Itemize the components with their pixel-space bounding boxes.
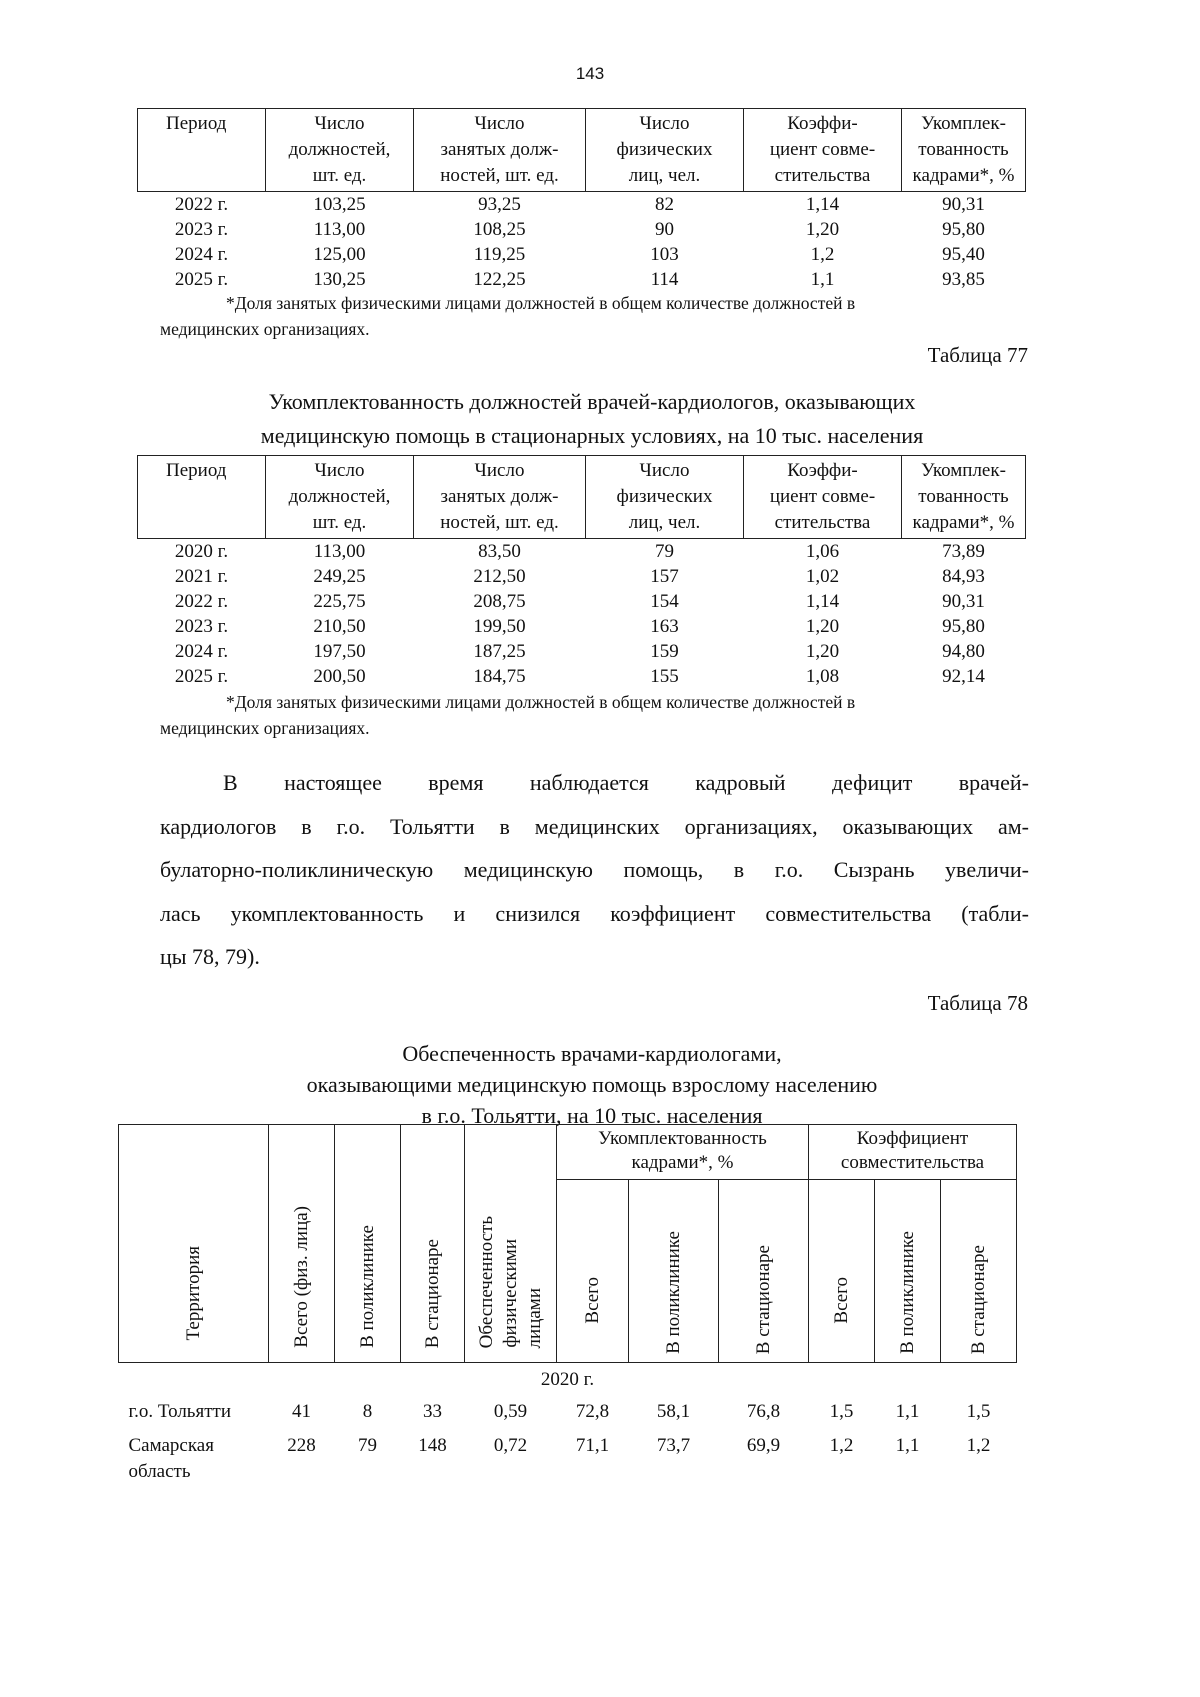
- table-cell: 200,50: [313, 666, 366, 687]
- table-cell: 73,89: [942, 541, 985, 562]
- table-cell: 93,25: [478, 194, 521, 215]
- table-cell: 2025 г.: [174, 269, 229, 290]
- table-cell: 228: [287, 1435, 316, 1456]
- header-total-physicians: Всего (физ. лица): [269, 1125, 335, 1363]
- table-cell: 82: [655, 194, 674, 215]
- table-header-cell: Коэффи- циент совме- стительства: [744, 456, 902, 539]
- year-label: 2020 г.: [540, 1369, 595, 1390]
- table-cell: 41: [292, 1401, 311, 1422]
- table-row: [119, 1393, 1017, 1425]
- footnote-line: *Доля занятых физическими лицами должностей в общем количестве должностей в: [226, 293, 856, 313]
- table-77-caption: [100, 385, 1084, 453]
- table-cell: 2023 г.: [174, 219, 229, 240]
- table-cell: 1,1: [895, 1401, 920, 1422]
- table-cell: 1,02: [805, 566, 840, 587]
- table-row: [119, 1425, 1017, 1485]
- caption-line: оказывающими медицинскую помощь взрослому населению: [306, 1072, 878, 1097]
- year-row: [119, 1363, 1017, 1394]
- table-row: [138, 614, 1026, 639]
- table-header-row: [119, 1125, 1017, 1180]
- subheader-staffing-hospital: В стационаре: [719, 1180, 809, 1363]
- table-cell: 187,25: [473, 641, 526, 662]
- table-cell: 0,59: [493, 1401, 528, 1422]
- table-cell: 249,25: [313, 566, 366, 587]
- table-cell: 94,80: [942, 641, 985, 662]
- table-cell: 1,2: [810, 244, 835, 265]
- table-cell: 92,14: [942, 666, 985, 687]
- table-cell: 113,00: [313, 219, 366, 240]
- table-cell: 125,00: [313, 244, 366, 265]
- table-cell: 1,20: [805, 641, 840, 662]
- table-cell: 130,25: [313, 269, 366, 290]
- paragraph-line: булаторно-поликлиническую медицинскую помощь, в г.о. Сызрань увеличи-: [160, 857, 1029, 882]
- table-cell: 225,75: [313, 591, 366, 612]
- caption-line: Обеспеченность врачами-кардиологами,: [402, 1041, 782, 1066]
- caption-line: Укомплектованность должностей врачей-кардиологов, оказывающих: [268, 389, 916, 414]
- table-cell: 148: [418, 1435, 447, 1456]
- table-cell: 119,25: [473, 244, 526, 265]
- table-cell: 90: [655, 219, 674, 240]
- table-header-row: [138, 109, 1026, 192]
- table-row: [138, 192, 1026, 218]
- table-cell: 95,80: [942, 219, 985, 240]
- table-cell: 8: [362, 1401, 373, 1422]
- table-cell: 2021 г.: [174, 566, 229, 587]
- table-cell: 1,2: [966, 1435, 991, 1456]
- footnote-line: *Доля занятых физическими лицами должностей в общем количестве должностей в: [226, 692, 856, 712]
- table-footnote: [160, 689, 1036, 741]
- table-cell: 84,93: [942, 566, 985, 587]
- table-cell: 58,1: [656, 1401, 691, 1422]
- subheader-coef-polyclinic: В поликлинике: [875, 1180, 941, 1363]
- table-row: [138, 664, 1026, 689]
- table-header-cell: Число физических лиц, чел.: [586, 456, 744, 539]
- table-cell: 2024 г.: [174, 244, 229, 265]
- paragraph-line: лась укомплектованность и снизился коэффициент совместительства (табли-: [160, 900, 1029, 926]
- table-cell: 1,5: [966, 1401, 991, 1422]
- footnote-line: медицинских организациях.: [160, 718, 370, 738]
- table-cell: 197,50: [313, 641, 366, 662]
- table-78: [118, 1124, 1017, 1485]
- table-cell: 103,25: [313, 194, 366, 215]
- table-row: [138, 242, 1026, 267]
- table-header-cell: Число должностей, шт. ед.: [266, 109, 414, 192]
- table-cell: 95,80: [942, 616, 985, 637]
- table-cell: 184,75: [473, 666, 526, 687]
- table-header-cell: Число занятых долж- ностей, шт. ед.: [414, 109, 586, 192]
- table-cell: 122,25: [473, 269, 526, 290]
- table-cell: 210,50: [313, 616, 366, 637]
- table-78-label: Таблица 78: [927, 991, 1028, 1015]
- table-78-caption: [100, 1038, 1084, 1131]
- table-cell: 1,2: [829, 1435, 854, 1456]
- table-cell: 212,50: [473, 566, 526, 587]
- table-cell: 1,5: [829, 1401, 854, 1422]
- caption-line: медицинскую помощь в стационарных условиях, на 10 тыс. населения: [260, 423, 924, 448]
- table-row: [138, 639, 1026, 664]
- table-cell: 69,9: [746, 1435, 781, 1456]
- territory-cell: Самарская область: [128, 1435, 214, 1482]
- table-cell: 1,20: [805, 616, 840, 637]
- table-cell: 114: [650, 269, 679, 290]
- header-hospital: В стационаре: [401, 1125, 465, 1363]
- territory-cell: г.о. Тольятти: [128, 1401, 231, 1422]
- table-cell: 2024 г.: [174, 641, 229, 662]
- paragraph-line: кардиологов в г.о. Тольятти в медицинских организациях, оказывающих ам-: [160, 813, 1029, 839]
- table-row: [138, 267, 1026, 292]
- table-cell: 1,14: [805, 194, 840, 215]
- body-paragraph: [160, 761, 1029, 979]
- table-cell: 2020 г.: [174, 541, 229, 562]
- table-cell: 113,00: [313, 541, 366, 562]
- table-row: [138, 564, 1026, 589]
- subheader-coef-hospital: В стационаре: [941, 1180, 1017, 1363]
- table-cell: 83,50: [478, 541, 521, 562]
- table-cell: 95,40: [942, 244, 985, 265]
- table-cell: 79: [655, 541, 674, 562]
- paragraph-line: цы 78, 79).: [160, 944, 260, 969]
- table-cell: 1,08: [805, 666, 840, 687]
- table-cell: 163: [650, 616, 679, 637]
- staffing-table-continued: [137, 108, 1026, 292]
- table-cell: 2025 г.: [174, 666, 229, 687]
- paragraph-line: В настоящее время наблюдается кадровый дефицит врачей-: [223, 770, 1029, 795]
- table-cell: 2023 г.: [174, 616, 229, 637]
- table-row: [138, 589, 1026, 614]
- table-header-cell: Число физических лиц, чел.: [586, 109, 744, 192]
- table-header-cell: Коэффи- циент совме- стительства: [744, 109, 902, 192]
- table-cell: 1,06: [805, 541, 840, 562]
- table-cell: 1,1: [895, 1435, 920, 1456]
- table-cell: 1,1: [810, 269, 835, 290]
- subheader-staffing-polyclinic: В поликлинике: [629, 1180, 719, 1363]
- table-header-cell: Число должностей, шт. ед.: [266, 456, 414, 539]
- table-header-cell: Период: [138, 456, 266, 539]
- table-cell: 103: [650, 244, 679, 265]
- table-header-cell: Укомплек- тованность кадрами*, %: [902, 456, 1026, 539]
- table-footnote: [160, 290, 1036, 342]
- table-header-cell: Укомплек- тованность кадрами*, %: [902, 109, 1026, 192]
- subheader-coef-total: Всего: [809, 1180, 875, 1363]
- table-cell: 208,75: [473, 591, 526, 612]
- table-header-row: [138, 456, 1026, 539]
- table-header-cell: Период: [138, 109, 266, 192]
- table-cell: 90,31: [942, 591, 985, 612]
- table-cell: 108,25: [473, 219, 526, 240]
- table-row: [138, 217, 1026, 242]
- table-row: [138, 539, 1026, 565]
- header-territory: Территория: [119, 1125, 269, 1363]
- table-cell: 199,50: [473, 616, 526, 637]
- table-cell: 157: [650, 566, 679, 587]
- table-cell: 73,7: [656, 1435, 691, 1456]
- table-77: [137, 455, 1026, 689]
- table-cell: 1,14: [805, 591, 840, 612]
- table-cell: 71,1: [575, 1435, 610, 1456]
- table-cell: 2022 г.: [174, 591, 229, 612]
- header-staffing-group: Укомплектованность кадрами*, %: [557, 1125, 809, 1180]
- table-cell: 154: [650, 591, 679, 612]
- table-cell: 2022 г.: [174, 194, 229, 215]
- table-cell: 79: [358, 1435, 377, 1456]
- table-77-label: Таблица 77: [927, 343, 1028, 367]
- table-cell: 33: [423, 1401, 442, 1422]
- table-cell: 90,31: [942, 194, 985, 215]
- table-cell: 93,85: [942, 269, 985, 290]
- table-cell: 1,20: [805, 219, 840, 240]
- table-header-cell: Число занятых долж- ностей, шт. ед.: [414, 456, 586, 539]
- header-coefficient-group: Коэффициент совместительства: [809, 1125, 1017, 1180]
- table-cell: 155: [650, 666, 679, 687]
- subheader-staffing-total: Всего: [557, 1180, 629, 1363]
- caption-line: в г.о. Тольятти, на 10 тыс. населения: [421, 1103, 763, 1128]
- footnote-line: медицинских организациях.: [160, 319, 370, 339]
- table-cell: 76,8: [746, 1401, 781, 1422]
- header-polyclinic: В поликлинике: [335, 1125, 401, 1363]
- table-cell: 159: [650, 641, 679, 662]
- table-cell: 0,72: [493, 1435, 528, 1456]
- header-provision: Обеспеченность физическими лицами: [465, 1125, 557, 1363]
- table-cell: 72,8: [575, 1401, 610, 1422]
- page-number: 143: [575, 64, 605, 83]
